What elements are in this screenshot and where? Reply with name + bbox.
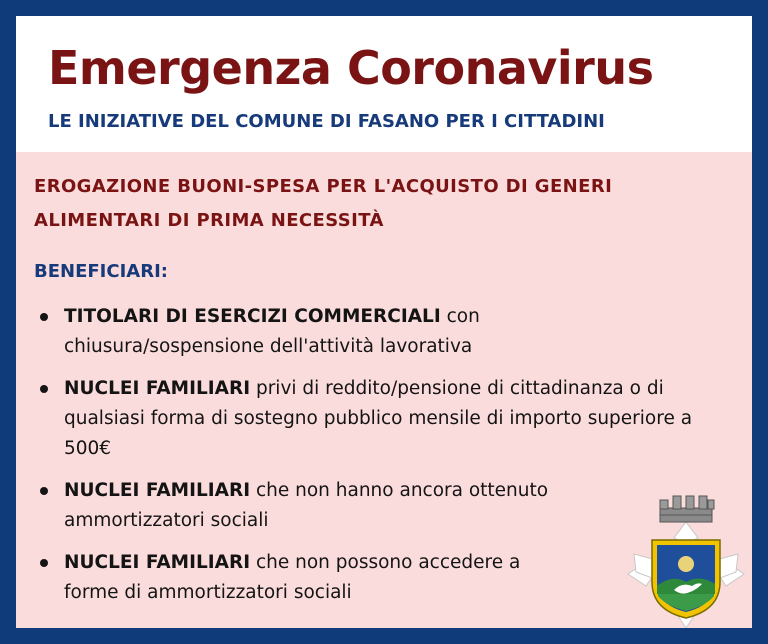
bullet-icon [40,559,48,567]
list-item-bold: NUCLEI FAMILIARI [64,480,251,501]
municipal-coat-of-arms-icon [626,482,746,628]
list-item [28,476,624,536]
list-item [28,302,624,362]
page-subtitle: LE INIZIATIVE DEL COMUNE DI FASANO PER I CITTADINI [48,111,605,132]
bullet-icon [40,313,48,321]
list-item-text: privi di reddito/pensione di cittadinanza o di qualsiasi forma di sostegno pubblico mensile di importo superiore a 500€ [64,378,693,459]
section-title: EROGAZIONE BUONI-SPESA PER L'ACQUISTO DI GENERI ALIMENTARI DI PRIMA NECESSITÀ [34,176,613,231]
list-item [28,548,564,608]
list-item-bold: NUCLEI FAMILIARI [64,378,251,399]
page-title: Emergenza Coronavirus [48,41,654,95]
list-item-bold: NUCLEI FAMILIARI [64,552,251,573]
header-panel [16,16,752,152]
list-item-text: che non possono accedere a forme di ammortizzatori sociali [64,552,521,603]
list-item-text: che non hanno ancora ottenuto ammortizzatori sociali [64,480,549,531]
bullet-icon [40,385,48,393]
bullet-icon [40,487,48,495]
list-item-text: con chiusura/sospensione dell'attività lavorativa [64,306,480,357]
list-item [28,374,744,464]
poster-frame [16,16,752,628]
beneficiari-label: BENEFICIARI: [34,261,168,282]
list-item-bold: TITOLARI DI ESERCIZI COMMERCIALI [64,306,441,327]
